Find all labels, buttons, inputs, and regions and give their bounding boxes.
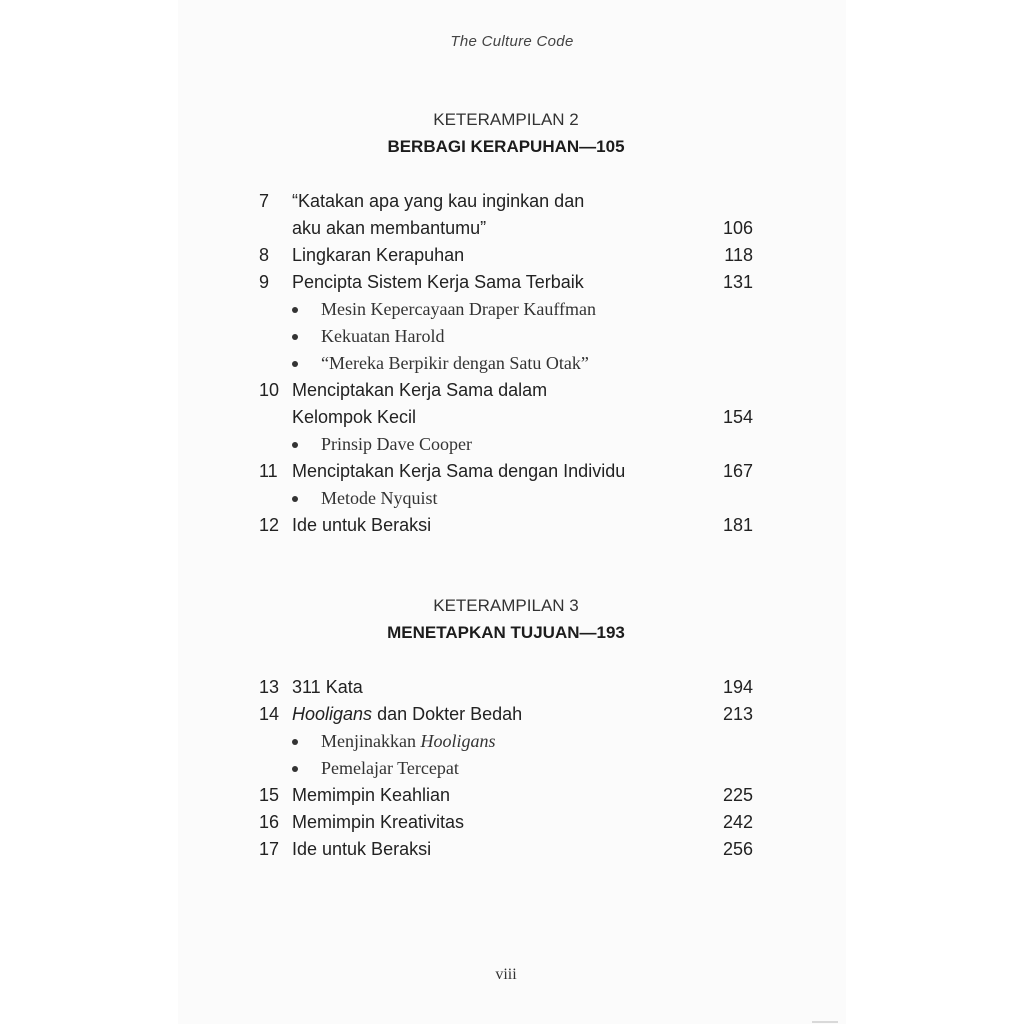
toc-entry [259,674,753,701]
page-number: 106 [722,218,753,238]
subtopic-item [292,431,752,458]
subtopic-text [321,728,496,755]
chapter-title [292,701,522,728]
chapter-number: 10 [259,380,280,400]
section-title: MENETAPKAN TUJUAN—193 [387,623,625,642]
scan-edge-mark [812,1021,838,1023]
subtopic-item [292,350,752,377]
bullet-icon [292,442,298,448]
section-title: BERBAGI KERAPUHAN—105 [387,137,625,156]
chapter-title: aku akan membantumu” [292,218,487,238]
chapter-title: Menciptakan Kerja Sama dengan Individu [292,461,626,481]
chapter-title: Kelompok Kecil [292,407,417,427]
page-number: 118 [724,245,753,265]
section-label: KETERAMPILAN 3 [433,596,579,615]
bullet-icon [292,334,298,340]
page-number: 154 [722,407,753,427]
subtopic-text: Mesin Kepercayaan Draper Kauffman [321,299,597,319]
bullet-icon [292,307,298,313]
chapter-title-italic: Hooligans [292,704,373,724]
bullet-icon [292,496,298,502]
chapter-title: Lingkaran Kerapuhan [292,245,465,265]
toc-entry [259,188,753,215]
page-number: 181 [722,515,753,535]
subtopic-text: “Mereka Berpikir dengan Satu Otak” [321,353,589,373]
page-number: 256 [722,839,753,859]
chapter-number: 11 [259,461,278,481]
subtopic-text-roman: Menjinakkan [321,731,416,751]
toc-entry [259,242,753,269]
page-number: 167 [722,461,753,481]
toc-entry [259,701,753,728]
chapter-number: 12 [259,515,280,535]
running-head: The Culture Code [450,33,574,50]
bullet-icon [292,361,298,367]
toc-entry-continuation [259,215,753,242]
subtopic-item [292,728,752,755]
toc-entry [259,836,753,863]
chapter-title: Pencipta Sistem Kerja Sama Terbaik [292,272,584,292]
chapter-title: Memimpin Keahlian [292,785,451,805]
page-number: 194 [722,677,753,697]
subtopic-text: Pemelajar Tercepat [321,758,459,778]
subtopic-item [292,296,752,323]
chapter-number: 15 [259,785,280,805]
toc-entry [259,512,753,539]
page-number: 131 [722,272,753,292]
page-number: 213 [722,704,753,724]
subtopic-text: Metode Nyquist [321,488,438,508]
page-folio: viii [495,966,517,983]
chapter-title: “Katakan apa yang kau inginkan dan [292,191,585,211]
toc-entry [259,458,753,485]
toc-entry [259,809,753,836]
subtopic-text-italic: Hooligans [420,731,496,751]
chapter-title: Memimpin Kreativitas [292,812,465,832]
chapter-title: Ide untuk Beraksi [292,515,432,535]
page-number: 225 [722,785,753,805]
chapter-title: 311 Kata [292,677,363,697]
chapter-title-rest: dan Dokter Bedah [372,704,523,724]
chapter-number: 13 [259,677,280,697]
subtopic-text: Prinsip Dave Cooper [321,434,472,454]
chapter-number: 14 [259,704,280,724]
subtopic-text: Kekuatan Harold [321,326,445,346]
toc-entry-continuation [259,404,753,431]
chapter-number: 17 [259,839,280,859]
bullet-icon [292,739,298,745]
page-number: 242 [722,812,753,832]
subtopic-item [292,485,752,512]
toc-entry [259,269,753,296]
section-label: KETERAMPILAN 2 [433,110,579,129]
chapter-title: Menciptakan Kerja Sama dalam [292,380,548,400]
chapter-number: 8 [259,245,270,265]
bullet-icon [292,766,298,772]
chapter-number: 9 [259,272,270,292]
chapter-number: 7 [259,191,270,211]
subtopic-item [292,323,752,350]
subtopic-item [292,755,752,782]
toc-entry [259,377,753,404]
chapter-number: 16 [259,812,280,832]
chapter-title: Ide untuk Beraksi [292,839,432,859]
toc-entry [259,782,753,809]
